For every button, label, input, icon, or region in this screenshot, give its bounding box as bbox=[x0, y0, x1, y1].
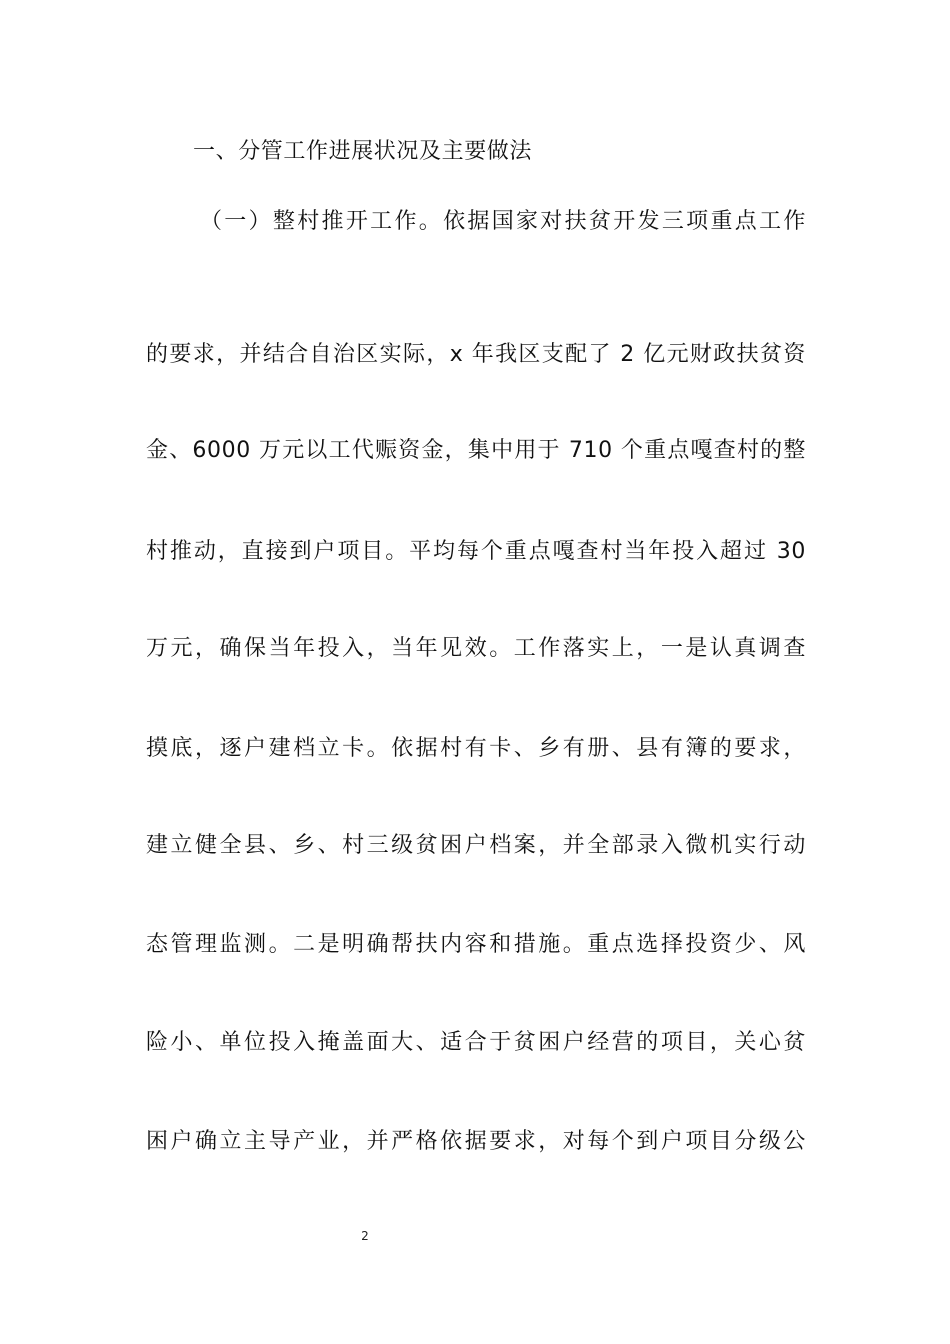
paragraph-line: 困户确立主导产业，并严格依据要求，对每个到户项目分级公 bbox=[146, 1129, 806, 1154]
paragraph-line: （一）整村推开工作。依据国家对扶贫开发三项重点工作 bbox=[200, 209, 806, 234]
paragraph-line: 摸底，逐户建档立卡。依据村有卡、乡有册、县有簿的要求， bbox=[146, 736, 806, 761]
paragraph-line: 建立健全县、乡、村三级贫困户档案，并全部录入微机实行动 bbox=[146, 833, 806, 858]
page-number: 2 bbox=[361, 1229, 369, 1243]
paragraph-line: 态管理监测。二是明确帮扶内容和措施。重点选择投资少、风 bbox=[146, 932, 806, 957]
paragraph-line: 村推动，直接到户项目。平均每个重点嘎查村当年投入超过 30 bbox=[146, 539, 806, 564]
paragraph-line: 万元，确保当年投入，当年见效。工作落实上，一是认真调查 bbox=[146, 636, 806, 661]
paragraph-line: 的要求，并结合自治区实际，x 年我区支配了 2 亿元财政扶贫资 bbox=[146, 342, 806, 367]
paragraph-line: 金、6000 万元以工代赈资金，集中用于 710 个重点嘎查村的整 bbox=[146, 438, 806, 463]
section-heading: 一、分管工作进展状况及主要做法 bbox=[193, 139, 533, 164]
paragraph-line: 险小、单位投入掩盖面大、适合于贫困户经营的项目，关心贫 bbox=[146, 1030, 806, 1055]
